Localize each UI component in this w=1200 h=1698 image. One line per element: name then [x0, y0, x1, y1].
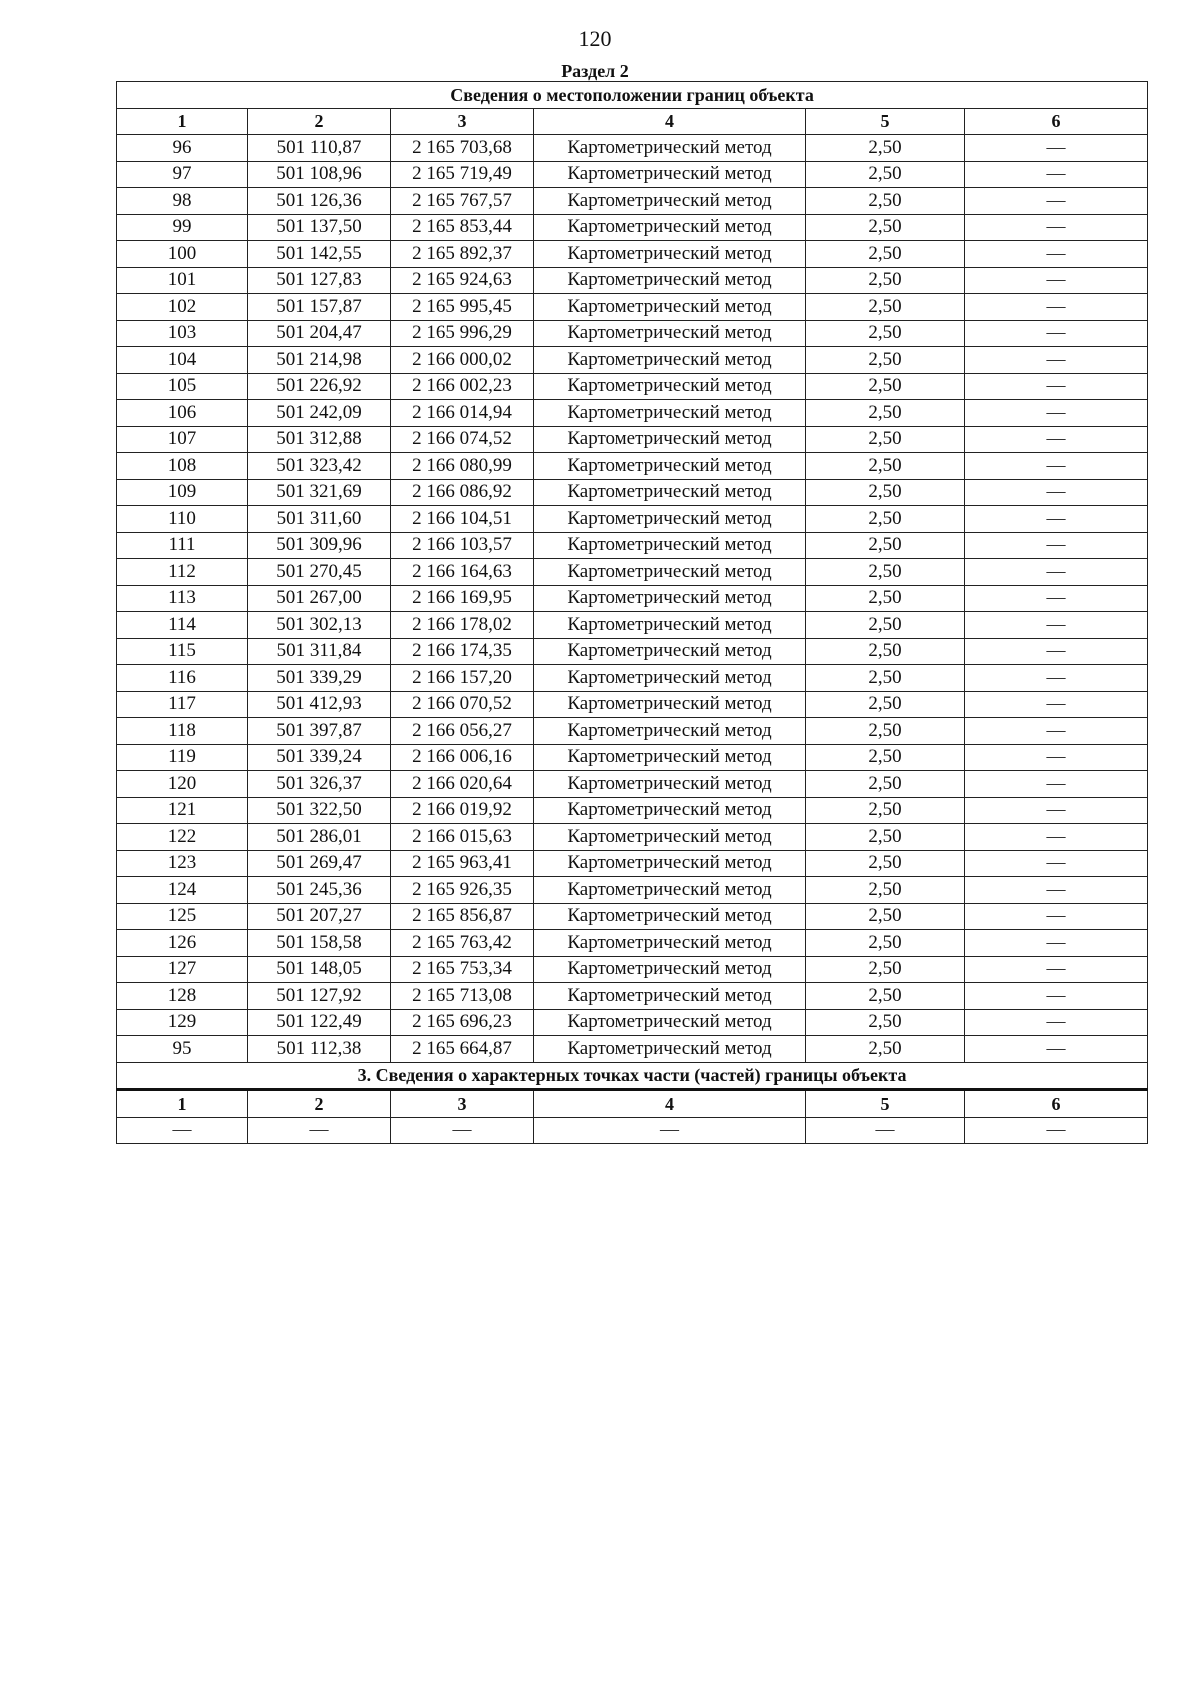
x-coordinate-cell: 501 242,09 — [248, 400, 391, 427]
y-coordinate-cell: 2 166 000,02 — [391, 347, 534, 374]
y-coordinate-cell: 2 166 002,23 — [391, 373, 534, 400]
accuracy-cell: 2,50 — [806, 612, 965, 639]
boundary-table-row — [117, 638, 1148, 665]
boundary-table-row — [117, 585, 1148, 612]
boundary-table-row — [117, 479, 1148, 506]
boundary-table-row — [117, 267, 1148, 294]
point-number-cell: 112 — [117, 559, 248, 586]
point-number-cell: 104 — [117, 347, 248, 374]
y-coordinate-cell: 2 166 074,52 — [391, 426, 534, 453]
parts-table-row — [117, 1117, 1148, 1144]
header-cell: 4 — [534, 1090, 806, 1118]
header-cell: 1 — [117, 108, 248, 135]
x-coordinate-cell: 501 302,13 — [248, 612, 391, 639]
header-cell: 4 — [534, 108, 806, 135]
method-cell: Картометрический метод — [534, 638, 806, 665]
accuracy-cell: 2,50 — [806, 267, 965, 294]
method-cell: — — [534, 1117, 806, 1144]
description-cell: — — [965, 824, 1148, 851]
accuracy-cell: 2,50 — [806, 877, 965, 904]
x-coordinate-cell: 501 148,05 — [248, 956, 391, 983]
description-cell: — — [965, 956, 1148, 983]
method-cell: Картометрический метод — [534, 824, 806, 851]
point-number-cell: 125 — [117, 903, 248, 930]
x-coordinate-cell: 501 108,96 — [248, 161, 391, 188]
method-cell: Картометрический метод — [534, 691, 806, 718]
boundary-table-row — [117, 532, 1148, 559]
boundary-table-row — [117, 453, 1148, 480]
x-coordinate-cell: 501 311,84 — [248, 638, 391, 665]
section-title: Раздел 2 — [561, 61, 629, 81]
x-coordinate-cell: 501 311,60 — [248, 506, 391, 533]
description-cell: — — [965, 638, 1148, 665]
point-number-cell: 110 — [117, 506, 248, 533]
point-number-cell: 129 — [117, 1009, 248, 1036]
point-number-cell: 99 — [117, 214, 248, 241]
method-cell: Картометрический метод — [534, 479, 806, 506]
method-cell: Картометрический метод — [534, 585, 806, 612]
y-coordinate-cell: 2 165 856,87 — [391, 903, 534, 930]
x-coordinate-cell: 501 321,69 — [248, 479, 391, 506]
y-coordinate-cell: 2 165 753,34 — [391, 956, 534, 983]
y-coordinate-cell: 2 165 763,42 — [391, 930, 534, 957]
description-cell: — — [965, 161, 1148, 188]
point-number-cell: 103 — [117, 320, 248, 347]
description-cell: — — [965, 1036, 1148, 1063]
accuracy-cell: 2,50 — [806, 824, 965, 851]
accuracy-cell: 2,50 — [806, 718, 965, 745]
accuracy-cell: 2,50 — [806, 559, 965, 586]
accuracy-cell: 2,50 — [806, 771, 965, 798]
y-coordinate-cell: 2 165 853,44 — [391, 214, 534, 241]
x-coordinate-cell: 501 267,00 — [248, 585, 391, 612]
point-number-cell: 114 — [117, 612, 248, 639]
y-coordinate-cell: 2 166 103,57 — [391, 532, 534, 559]
point-number-cell: 97 — [117, 161, 248, 188]
method-cell: Картометрический метод — [534, 744, 806, 771]
boundary-table-body — [117, 82, 1148, 1144]
accuracy-cell: 2,50 — [806, 585, 965, 612]
method-cell: Картометрический метод — [534, 1009, 806, 1036]
description-cell: — — [965, 373, 1148, 400]
method-cell: Картометрический метод — [534, 347, 806, 374]
boundary-table-row — [117, 506, 1148, 533]
point-number-cell: 100 — [117, 241, 248, 268]
accuracy-cell: 2,50 — [806, 638, 965, 665]
boundary-header-row — [117, 108, 1148, 135]
y-coordinate-cell: 2 165 696,23 — [391, 1009, 534, 1036]
method-cell: Картометрический метод — [534, 400, 806, 427]
x-coordinate-cell: 501 157,87 — [248, 294, 391, 321]
x-coordinate-cell: 501 412,93 — [248, 691, 391, 718]
description-cell: — — [965, 691, 1148, 718]
point-number-cell: 117 — [117, 691, 248, 718]
x-coordinate-cell: 501 112,38 — [248, 1036, 391, 1063]
point-number-cell: 108 — [117, 453, 248, 480]
description-cell: — — [965, 506, 1148, 533]
accuracy-cell: 2,50 — [806, 1036, 965, 1063]
y-coordinate-cell: 2 166 015,63 — [391, 824, 534, 851]
point-number-cell: 121 — [117, 797, 248, 824]
header-cell: 1 — [117, 1090, 248, 1118]
x-coordinate-cell: 501 322,50 — [248, 797, 391, 824]
page-number: 120 — [578, 26, 612, 51]
accuracy-cell: 2,50 — [806, 161, 965, 188]
description-cell: — — [965, 188, 1148, 215]
description-cell: — — [965, 771, 1148, 798]
x-coordinate-cell: 501 110,87 — [248, 135, 391, 162]
y-coordinate-cell: 2 166 174,35 — [391, 638, 534, 665]
method-cell: Картометрический метод — [534, 188, 806, 215]
point-number-cell: 113 — [117, 585, 248, 612]
boundary-table-row — [117, 373, 1148, 400]
y-coordinate-cell: 2 165 996,29 — [391, 320, 534, 347]
x-coordinate-cell: 501 158,58 — [248, 930, 391, 957]
method-cell: Картометрический метод — [534, 665, 806, 692]
boundary-table-row — [117, 797, 1148, 824]
y-coordinate-cell: 2 166 086,92 — [391, 479, 534, 506]
boundary-table-row — [117, 135, 1148, 162]
boundary-table-row — [117, 1009, 1148, 1036]
method-cell: Картометрический метод — [534, 426, 806, 453]
method-cell: Картометрический метод — [534, 850, 806, 877]
description-cell: — — [965, 665, 1148, 692]
y-coordinate-cell: 2 166 169,95 — [391, 585, 534, 612]
x-coordinate-cell: 501 142,55 — [248, 241, 391, 268]
y-coordinate-cell: 2 166 080,99 — [391, 453, 534, 480]
y-coordinate-cell: — — [391, 1117, 534, 1144]
accuracy-cell: 2,50 — [806, 320, 965, 347]
x-coordinate-cell: 501 127,83 — [248, 267, 391, 294]
description-cell: — — [965, 479, 1148, 506]
boundary-table-row — [117, 161, 1148, 188]
point-number-cell: 127 — [117, 956, 248, 983]
method-cell: Картометрический метод — [534, 1036, 806, 1063]
description-cell: — — [965, 347, 1148, 374]
accuracy-cell: 2,50 — [806, 506, 965, 533]
description-cell: — — [965, 1117, 1148, 1144]
x-coordinate-cell: 501 309,96 — [248, 532, 391, 559]
accuracy-cell: 2,50 — [806, 453, 965, 480]
x-coordinate-cell: 501 326,37 — [248, 771, 391, 798]
accuracy-cell: 2,50 — [806, 241, 965, 268]
x-coordinate-cell: 501 270,45 — [248, 559, 391, 586]
boundary-table — [116, 81, 1148, 1144]
point-number-cell: 111 — [117, 532, 248, 559]
y-coordinate-cell: 2 166 070,52 — [391, 691, 534, 718]
point-number-cell: 123 — [117, 850, 248, 877]
accuracy-cell: 2,50 — [806, 347, 965, 374]
method-cell: Картометрический метод — [534, 612, 806, 639]
accuracy-cell: 2,50 — [806, 691, 965, 718]
boundary-table-row — [117, 930, 1148, 957]
header-cell: 6 — [965, 1090, 1148, 1118]
y-coordinate-cell: 2 165 719,49 — [391, 161, 534, 188]
description-cell: — — [965, 797, 1148, 824]
method-cell: Картометрический метод — [534, 214, 806, 241]
x-coordinate-cell: 501 214,98 — [248, 347, 391, 374]
y-coordinate-cell: 2 166 014,94 — [391, 400, 534, 427]
method-cell: Картометрический метод — [534, 771, 806, 798]
method-cell: Картометрический метод — [534, 267, 806, 294]
description-cell: — — [965, 718, 1148, 745]
method-cell: Картометрический метод — [534, 506, 806, 533]
y-coordinate-cell: 2 165 995,45 — [391, 294, 534, 321]
point-number-cell: 120 — [117, 771, 248, 798]
method-cell: Картометрический метод — [534, 930, 806, 957]
boundary-table-row — [117, 347, 1148, 374]
accuracy-cell: 2,50 — [806, 1009, 965, 1036]
boundary-table-row — [117, 294, 1148, 321]
description-cell: — — [965, 135, 1148, 162]
header-cell: 2 — [248, 1090, 391, 1118]
method-cell: Картометрический метод — [534, 453, 806, 480]
point-number-cell: 101 — [117, 267, 248, 294]
boundary-table-row — [117, 426, 1148, 453]
x-coordinate-cell: 501 323,42 — [248, 453, 391, 480]
boundary-table-row — [117, 320, 1148, 347]
x-coordinate-cell: 501 137,50 — [248, 214, 391, 241]
method-cell: Картометрический метод — [534, 718, 806, 745]
method-cell: Картометрический метод — [534, 903, 806, 930]
description-cell: — — [965, 877, 1148, 904]
method-cell: Картометрический метод — [534, 532, 806, 559]
point-number-cell: 106 — [117, 400, 248, 427]
y-coordinate-cell: 2 166 019,92 — [391, 797, 534, 824]
method-cell: Картометрический метод — [534, 373, 806, 400]
method-cell: Картометрический метод — [534, 320, 806, 347]
x-coordinate-cell: 501 126,36 — [248, 188, 391, 215]
boundary-table-row — [117, 744, 1148, 771]
boundary-caption-row — [117, 82, 1148, 109]
description-cell: — — [965, 1009, 1148, 1036]
accuracy-cell: 2,50 — [806, 903, 965, 930]
y-coordinate-cell: 2 166 020,64 — [391, 771, 534, 798]
method-cell: Картометрический метод — [534, 135, 806, 162]
y-coordinate-cell: 2 166 104,51 — [391, 506, 534, 533]
point-number-cell: 98 — [117, 188, 248, 215]
x-coordinate-cell: 501 226,92 — [248, 373, 391, 400]
boundary-table-row — [117, 612, 1148, 639]
y-coordinate-cell: 2 165 963,41 — [391, 850, 534, 877]
method-cell: Картометрический метод — [534, 559, 806, 586]
description-cell: — — [965, 532, 1148, 559]
x-coordinate-cell: 501 339,24 — [248, 744, 391, 771]
accuracy-cell: 2,50 — [806, 400, 965, 427]
header-cell: 5 — [806, 1090, 965, 1118]
accuracy-cell: 2,50 — [806, 956, 965, 983]
boundary-table-row — [117, 718, 1148, 745]
parts-caption-row — [117, 1062, 1148, 1090]
description-cell: — — [965, 426, 1148, 453]
point-number-cell: 95 — [117, 1036, 248, 1063]
accuracy-cell: — — [806, 1117, 965, 1144]
x-coordinate-cell: 501 127,92 — [248, 983, 391, 1010]
boundary-table-row — [117, 956, 1148, 983]
point-number-cell: 116 — [117, 665, 248, 692]
header-cell: 5 — [806, 108, 965, 135]
x-coordinate-cell: — — [248, 1117, 391, 1144]
boundary-table-row — [117, 903, 1148, 930]
boundary-table-row — [117, 214, 1148, 241]
y-coordinate-cell: 2 166 178,02 — [391, 612, 534, 639]
point-number-cell: 128 — [117, 983, 248, 1010]
y-coordinate-cell: 2 165 703,68 — [391, 135, 534, 162]
description-cell: — — [965, 320, 1148, 347]
description-cell: — — [965, 559, 1148, 586]
method-cell: Картометрический метод — [534, 797, 806, 824]
boundary-table-row — [117, 771, 1148, 798]
x-coordinate-cell: 501 312,88 — [248, 426, 391, 453]
point-number-cell: 118 — [117, 718, 248, 745]
accuracy-cell: 2,50 — [806, 930, 965, 957]
x-coordinate-cell: 501 207,27 — [248, 903, 391, 930]
accuracy-cell: 2,50 — [806, 188, 965, 215]
boundary-table-row — [117, 983, 1148, 1010]
y-coordinate-cell: 2 166 006,16 — [391, 744, 534, 771]
method-cell: Картометрический метод — [534, 983, 806, 1010]
description-cell: — — [965, 903, 1148, 930]
boundary-table-row — [117, 877, 1148, 904]
y-coordinate-cell: 2 166 056,27 — [391, 718, 534, 745]
method-cell: Картометрический метод — [534, 241, 806, 268]
header-cell: 3 — [391, 1090, 534, 1118]
x-coordinate-cell: 501 397,87 — [248, 718, 391, 745]
y-coordinate-cell: 2 165 892,37 — [391, 241, 534, 268]
description-cell: — — [965, 453, 1148, 480]
accuracy-cell: 2,50 — [806, 797, 965, 824]
description-cell: — — [965, 744, 1148, 771]
boundary-table-row — [117, 188, 1148, 215]
x-coordinate-cell: 501 286,01 — [248, 824, 391, 851]
boundary-table-row — [117, 850, 1148, 877]
accuracy-cell: 2,50 — [806, 426, 965, 453]
parts-table-caption: 3. Сведения о характерных точках части (частей) границы объекта — [117, 1062, 1148, 1090]
x-coordinate-cell: 501 339,29 — [248, 665, 391, 692]
y-coordinate-cell: 2 165 924,63 — [391, 267, 534, 294]
accuracy-cell: 2,50 — [806, 532, 965, 559]
description-cell: — — [965, 850, 1148, 877]
x-coordinate-cell: 501 245,36 — [248, 877, 391, 904]
point-number-cell: 102 — [117, 294, 248, 321]
description-cell: — — [965, 400, 1148, 427]
method-cell: Картометрический метод — [534, 877, 806, 904]
point-number-cell: 107 — [117, 426, 248, 453]
boundary-table-caption: Сведения о местоположении границ объекта — [117, 82, 1148, 109]
header-cell: 3 — [391, 108, 534, 135]
y-coordinate-cell: 2 165 713,08 — [391, 983, 534, 1010]
point-number-cell: 124 — [117, 877, 248, 904]
description-cell: — — [965, 612, 1148, 639]
boundary-table-row — [117, 665, 1148, 692]
description-cell: — — [965, 267, 1148, 294]
point-number-cell: 105 — [117, 373, 248, 400]
boundary-table-row — [117, 400, 1148, 427]
point-number-cell: — — [117, 1117, 248, 1144]
x-coordinate-cell: 501 204,47 — [248, 320, 391, 347]
y-coordinate-cell: 2 166 164,63 — [391, 559, 534, 586]
accuracy-cell: 2,50 — [806, 135, 965, 162]
accuracy-cell: 2,50 — [806, 983, 965, 1010]
y-coordinate-cell: 2 166 157,20 — [391, 665, 534, 692]
accuracy-cell: 2,50 — [806, 214, 965, 241]
point-number-cell: 109 — [117, 479, 248, 506]
description-cell: — — [965, 294, 1148, 321]
accuracy-cell: 2,50 — [806, 850, 965, 877]
accuracy-cell: 2,50 — [806, 373, 965, 400]
accuracy-cell: 2,50 — [806, 744, 965, 771]
y-coordinate-cell: 2 165 926,35 — [391, 877, 534, 904]
accuracy-cell: 2,50 — [806, 479, 965, 506]
boundary-table-row — [117, 559, 1148, 586]
header-cell: 2 — [248, 108, 391, 135]
method-cell: Картометрический метод — [534, 161, 806, 188]
x-coordinate-cell: 501 122,49 — [248, 1009, 391, 1036]
description-cell: — — [965, 241, 1148, 268]
accuracy-cell: 2,50 — [806, 294, 965, 321]
x-coordinate-cell: 501 269,47 — [248, 850, 391, 877]
boundary-table-row — [117, 691, 1148, 718]
point-number-cell: 122 — [117, 824, 248, 851]
method-cell: Картометрический метод — [534, 294, 806, 321]
accuracy-cell: 2,50 — [806, 665, 965, 692]
y-coordinate-cell: 2 165 664,87 — [391, 1036, 534, 1063]
description-cell: — — [965, 930, 1148, 957]
description-cell: — — [965, 585, 1148, 612]
description-cell: — — [965, 214, 1148, 241]
point-number-cell: 96 — [117, 135, 248, 162]
boundary-table-row — [117, 824, 1148, 851]
point-number-cell: 126 — [117, 930, 248, 957]
boundary-table-row — [117, 241, 1148, 268]
parts-header-row — [117, 1090, 1148, 1118]
point-number-cell: 115 — [117, 638, 248, 665]
boundary-table-row — [117, 1036, 1148, 1063]
point-number-cell: 119 — [117, 744, 248, 771]
method-cell: Картометрический метод — [534, 956, 806, 983]
y-coordinate-cell: 2 165 767,57 — [391, 188, 534, 215]
description-cell: — — [965, 983, 1148, 1010]
header-cell: 6 — [965, 108, 1148, 135]
